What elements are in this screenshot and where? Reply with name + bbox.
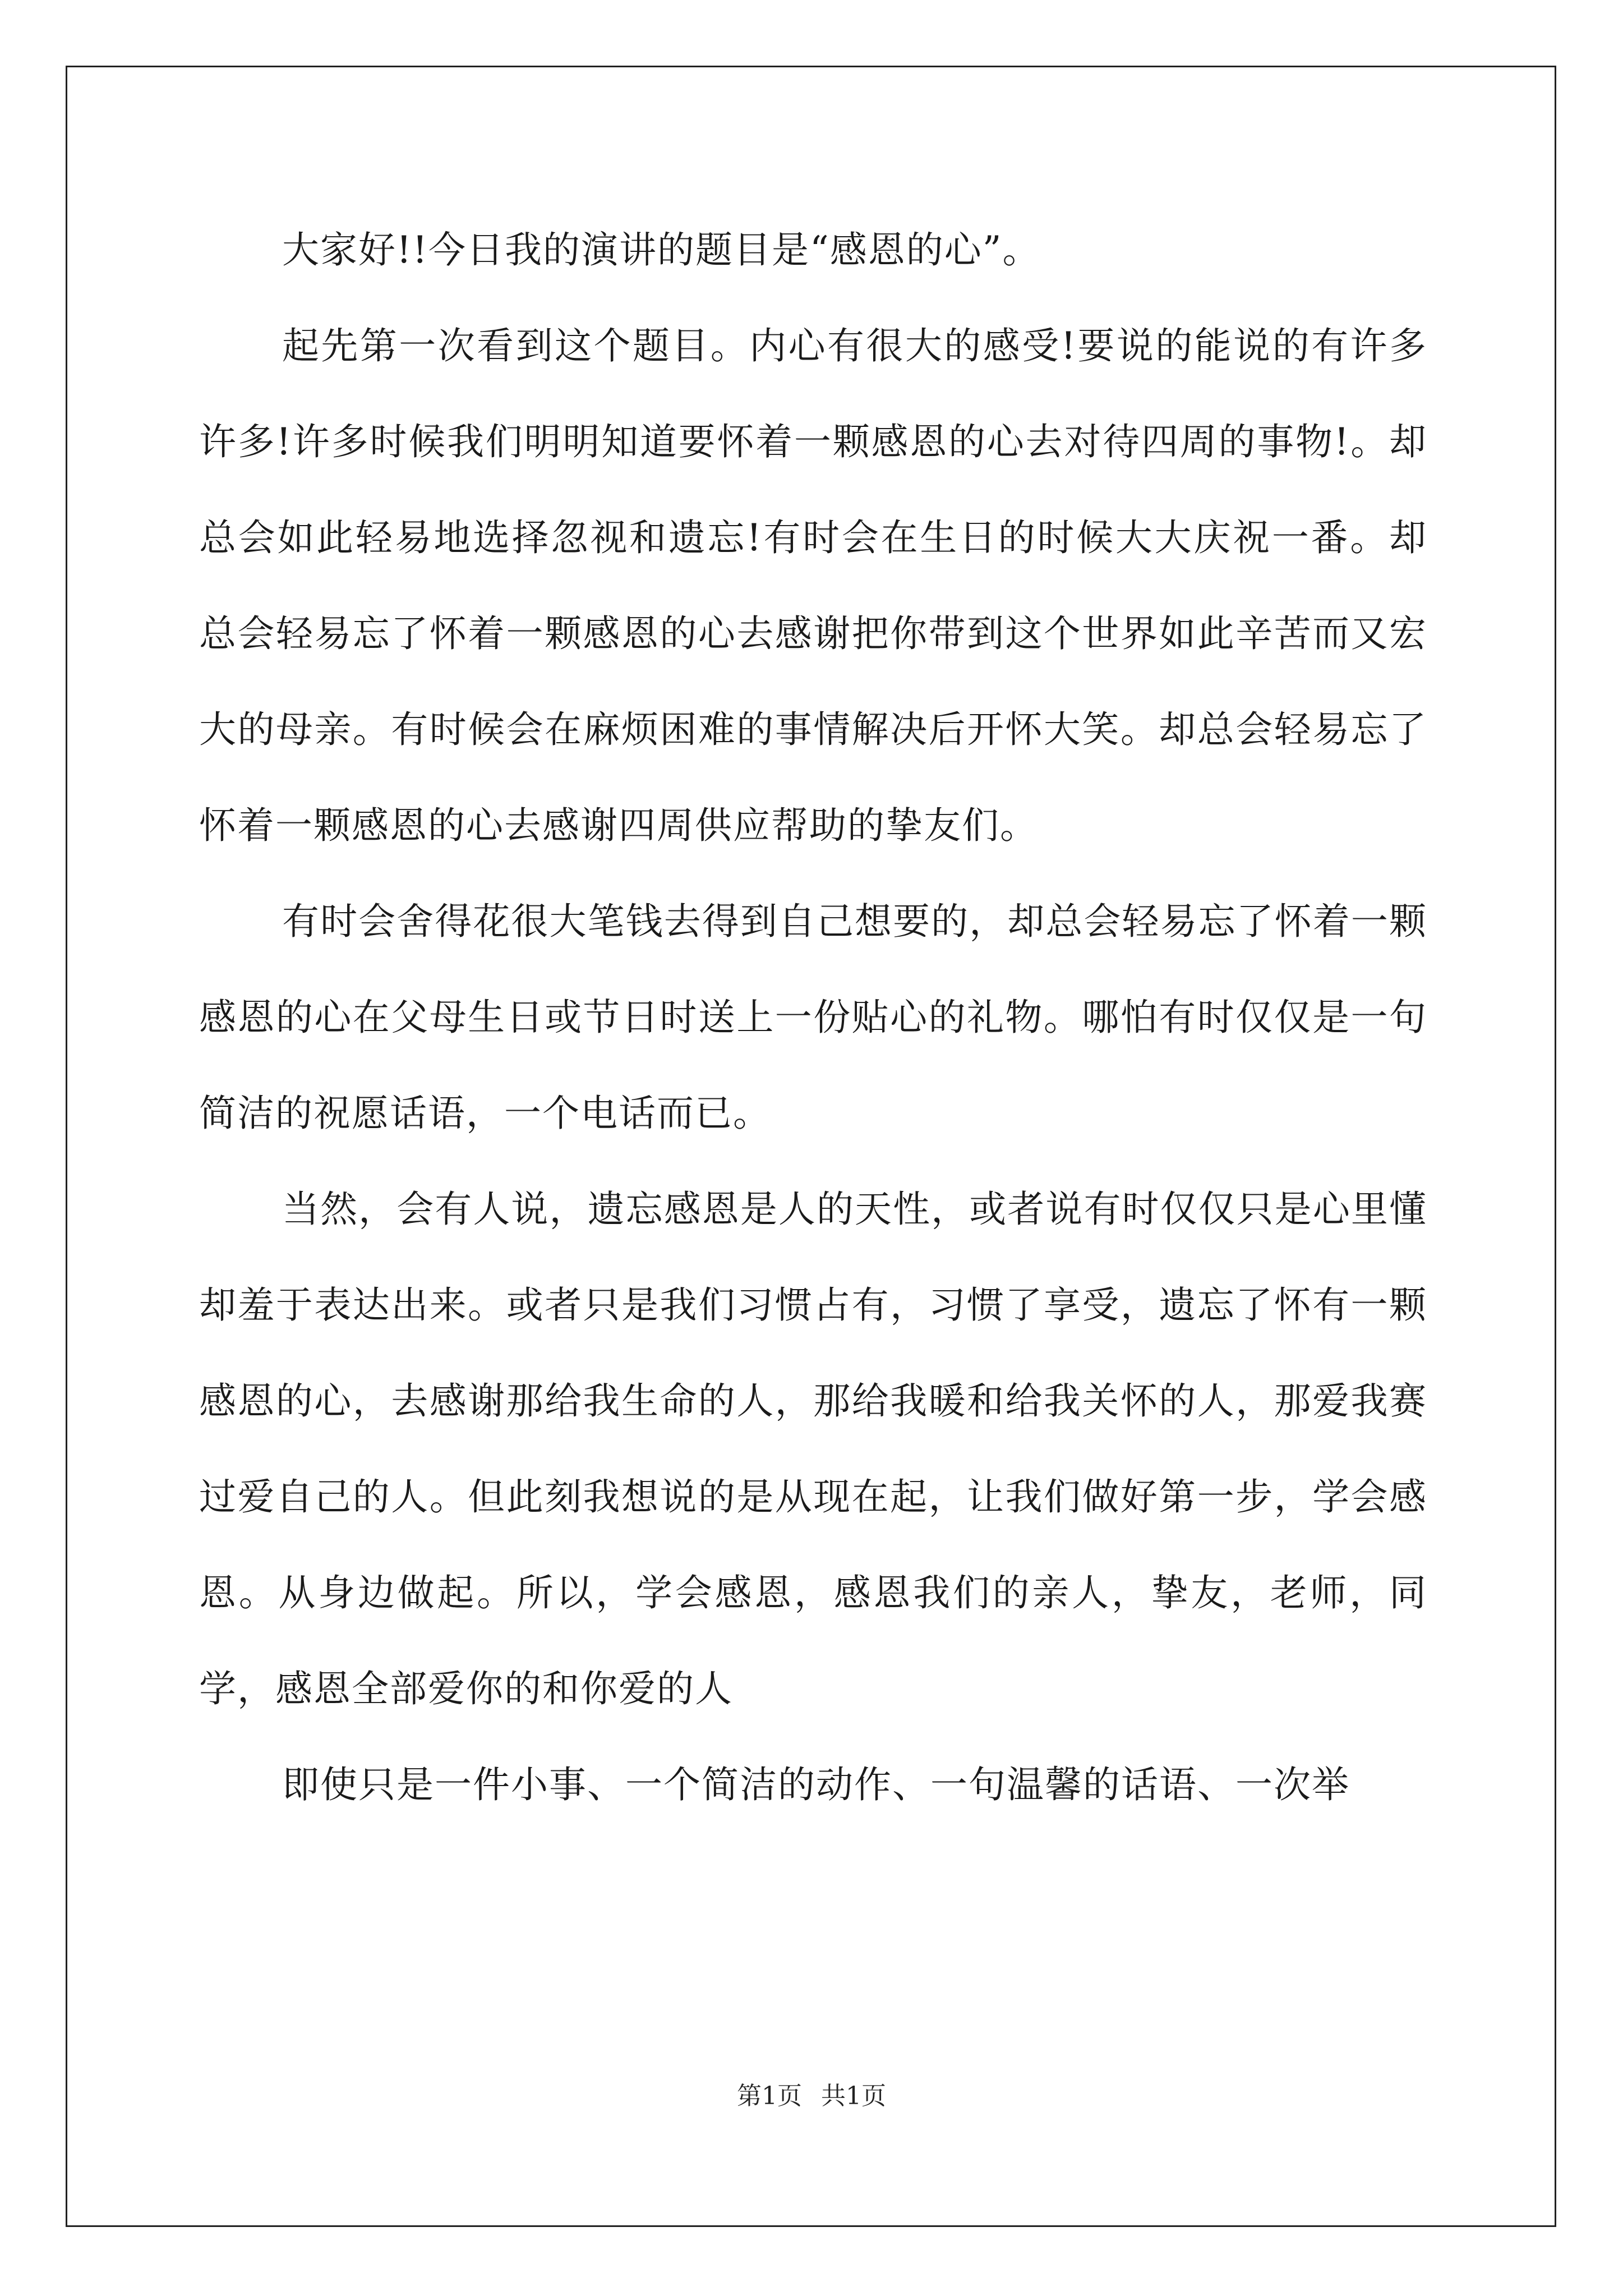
paragraph-5: 即使只是一件小事、一个简洁的动作、一句温馨的话语、一次举 bbox=[282, 1763, 1350, 1806]
page-footer bbox=[0, 2076, 1623, 2111]
page-number-current: 第1页 bbox=[737, 2082, 802, 2110]
paragraph-4: 当然，会有人说，遗忘感恩是人的天性，或者说有时仅仅只是心里懂却羞于表达出来。或者只是我们习惯占有，习惯了享受，遗忘了怀有一颗感恩的心，去感谢那给我生命的人，那给我暖和给我关怀的人，那爱我赛过爱自己的人。但此刻我想说的是从现在起，让我们做好第一步，学会感恩。从身边做起。所以，学会感恩，感恩我们的亲人，挚友，老师，同学，感恩全部爱你的和你爱的人 bbox=[199, 1188, 1427, 1710]
page-number-total: 共1页 bbox=[821, 2082, 886, 2110]
document-body bbox=[199, 202, 1427, 1833]
paragraph-1: 大家好!!今日我的演讲的题目是“感恩的心”。 bbox=[282, 228, 1041, 272]
paragraph-3: 有时会舍得花很大笔钱去得到自己想要的，却总会轻易忘了怀着一颗感恩的心在父母生日或节日时送上一份贴心的礼物。哪怕有时仅仅是一句简洁的祝愿话语，一个电话而已。 bbox=[199, 900, 1427, 1135]
paragraph-2: 起先第一次看到这个题目。内心有很大的感受!要说的能说的有许多许多!许多时候我们明明知道要怀着一颗感恩的心去对待四周的事物!。却总会如此轻易地选择忽视和遗忘!有时会在生日的时候大大庆祝一番。却总会轻易忘了怀着一颗感恩的心去感谢把你带到这个世界如此辛苦而又宏大的母亲。有时候会在麻烦困难的事情解决后开怀大笑。却总会轻易忘了怀着一颗感恩的心去感谢四周供应帮助的挚友们。 bbox=[199, 324, 1427, 847]
